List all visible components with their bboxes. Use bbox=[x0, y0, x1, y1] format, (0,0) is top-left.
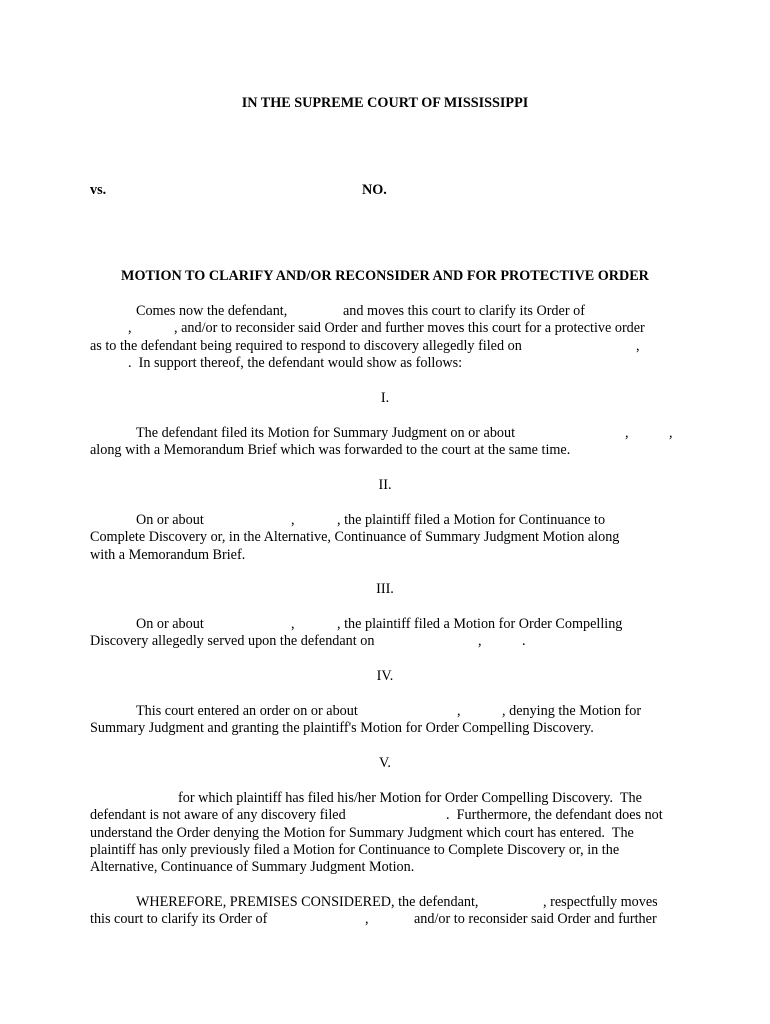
wherefore-text: , respectfully moves bbox=[543, 894, 658, 910]
section-text: Complete Discovery or, in the Alternative, Continuance of Summary Judgment Motion along bbox=[90, 529, 620, 545]
section-text: , the plaintiff filed a Motion for Order Compelling bbox=[337, 616, 623, 632]
section-text: , bbox=[478, 633, 482, 649]
motion-title: MOTION TO CLARIFY AND/OR RECONSIDER AND FOR PROTECTIVE ORDER bbox=[121, 268, 649, 284]
section-text: . bbox=[522, 633, 526, 649]
court-title: IN THE SUPREME COURT OF MISSISSIPPI bbox=[241, 95, 529, 111]
section-text: for which plaintiff has filed his/her Motion for Order Compelling Discovery. The bbox=[178, 790, 642, 806]
section-text: along with a Memorandum Brief which was forwarded to the court at the same time. bbox=[90, 442, 571, 458]
section-text: This court entered an order on or about bbox=[136, 703, 358, 719]
intro-text: as to the defendant being required to respond to discovery allegedly filed on bbox=[90, 338, 522, 354]
versus-label: vs. bbox=[90, 182, 107, 198]
section-text: , denying the Motion for bbox=[502, 703, 642, 719]
section-text: Discovery allegedly served upon the defendant on bbox=[90, 633, 375, 649]
wherefore-text: this court to clarify its Order of bbox=[90, 911, 268, 927]
intro-text: . In support thereof, the defendant would show as follows: bbox=[128, 355, 463, 371]
section-text: understand the Order denying the Motion for Summary Judgment which court has entered. The bbox=[90, 825, 634, 841]
section-text: The defendant filed its Motion for Summary Judgment on or about bbox=[136, 425, 516, 441]
section-numeral: I. bbox=[380, 390, 390, 406]
section-text: , bbox=[291, 512, 295, 528]
section-text: defendant is not aware of any discovery filed bbox=[90, 807, 346, 823]
section-numeral: II. bbox=[378, 477, 392, 493]
section-text: , bbox=[291, 616, 295, 632]
section-numeral: III. bbox=[376, 581, 394, 597]
intro-text: , bbox=[128, 320, 132, 336]
intro-text: and moves this court to clarify its Order of bbox=[343, 303, 585, 319]
section-text: , bbox=[457, 703, 461, 719]
section-text: , bbox=[669, 425, 673, 441]
intro-text: , bbox=[636, 338, 640, 354]
section-text: On or about bbox=[136, 616, 204, 632]
section-numeral: IV. bbox=[376, 668, 394, 684]
section-text: with a Memorandum Brief. bbox=[90, 547, 246, 563]
case-number-label: NO. bbox=[362, 182, 387, 198]
wherefore-text: and/or to reconsider said Order and further bbox=[414, 911, 657, 927]
intro-text: Comes now the defendant, bbox=[136, 303, 288, 319]
section-text: Alternative, Continuance of Summary Judgment Motion. bbox=[90, 859, 415, 875]
section-text: On or about bbox=[136, 512, 204, 528]
section-text: , the plaintiff filed a Motion for Continuance to bbox=[337, 512, 606, 528]
intro-text: , and/or to reconsider said Order and further moves this court for a protective order bbox=[174, 320, 645, 336]
wherefore-text: WHEREFORE, PREMISES CONSIDERED, the defendant, bbox=[136, 894, 479, 910]
section-text: . Furthermore, the defendant does not bbox=[446, 807, 663, 823]
section-text: , bbox=[625, 425, 629, 441]
section-numeral: V. bbox=[379, 755, 391, 771]
section-text: plaintiff has only previously filed a Motion for Continuance to Complete Discovery or, in the bbox=[90, 842, 620, 858]
wherefore-text: , bbox=[365, 911, 369, 927]
section-text: Summary Judgment and granting the plaintiff's Motion for Order Compelling Discovery. bbox=[90, 720, 594, 736]
